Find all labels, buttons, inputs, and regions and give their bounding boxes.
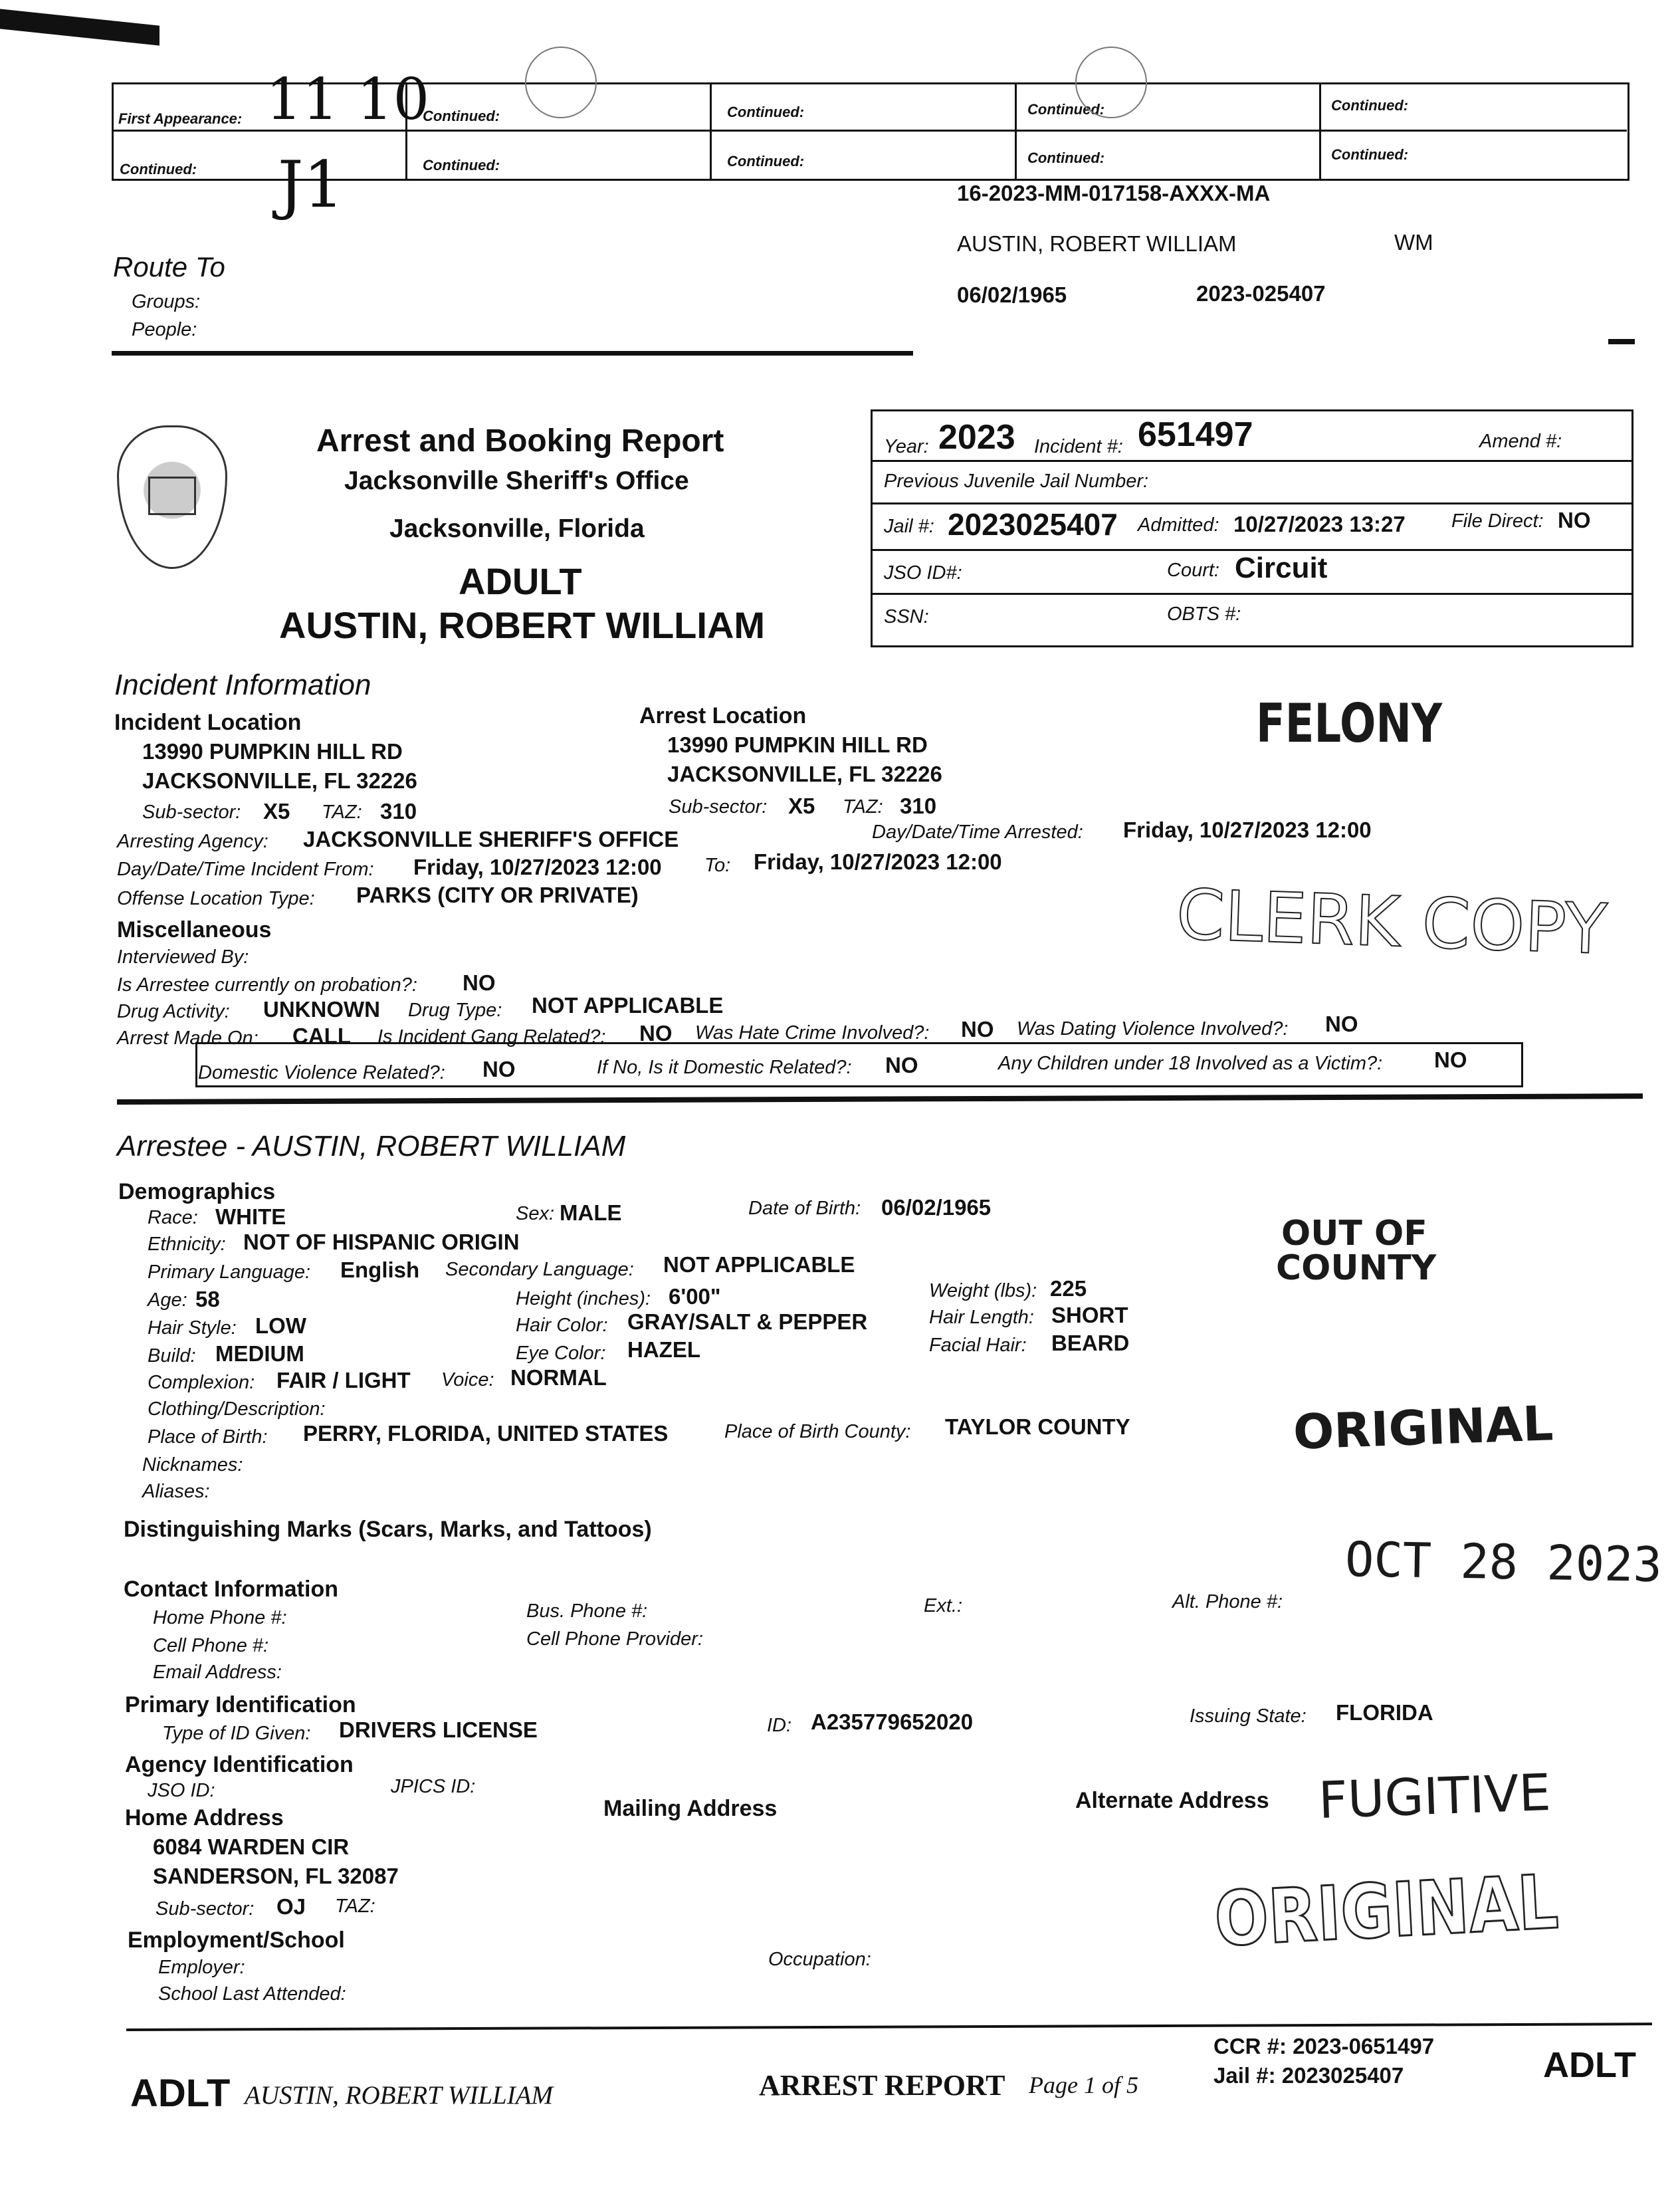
place-of-birth-county-value: TAYLOR COUNTY xyxy=(945,1414,1130,1439)
hair-color-label: Hair Color: xyxy=(516,1315,608,1336)
jail-number-value: 2023025407 xyxy=(948,507,1118,542)
file-direct-label: File Direct: xyxy=(1451,510,1544,532)
cell-phone-provider-label: Cell Phone Provider: xyxy=(526,1628,703,1650)
arrest-taz-label: TAZ: xyxy=(843,796,883,818)
weight-value: 225 xyxy=(1050,1276,1087,1301)
obts-number-label: OBTS #: xyxy=(1167,604,1241,625)
incident-taz-label: TAZ: xyxy=(322,802,362,823)
first-appearance-label: First Appearance: xyxy=(118,110,243,127)
aliases-label: Aliases: xyxy=(142,1481,210,1502)
continued-label: Continued: xyxy=(727,153,805,169)
routing-col-divider xyxy=(1015,82,1017,179)
mailing-address-label: Mailing Address xyxy=(603,1796,778,1821)
secondary-language-value: NOT APPLICABLE xyxy=(663,1252,855,1277)
hate-crime-value: NO xyxy=(961,1017,994,1042)
hair-length-value: SHORT xyxy=(1051,1303,1128,1327)
race-value: WHITE xyxy=(215,1204,286,1229)
complexion-label: Complexion: xyxy=(148,1372,255,1393)
miscellaneous-label: Miscellaneous xyxy=(117,917,272,942)
email-address-label: Email Address: xyxy=(153,1662,282,1683)
home-subsector-label: Sub-sector: xyxy=(156,1898,255,1920)
place-of-birth-county-label: Place of Birth County: xyxy=(724,1421,911,1442)
margin-mark xyxy=(1608,339,1635,344)
date-of-birth-label: Date of Birth: xyxy=(748,1198,861,1219)
height-value: 6'00" xyxy=(669,1284,721,1309)
incident-from-value: Friday, 10/27/2023 12:00 xyxy=(413,855,662,879)
cell-phone-label: Cell Phone #: xyxy=(153,1635,269,1656)
route-to-heading: Route To xyxy=(113,251,225,282)
arrest-subsector-label: Sub-sector: xyxy=(669,796,768,818)
home-address-line1: 6084 WARDEN CIR xyxy=(153,1834,350,1859)
incident-from-label: Day/Date/Time Incident From: xyxy=(117,859,374,880)
incident-taz-value: 310 xyxy=(380,799,417,824)
domestic-violence-label: Domestic Violence Related?: xyxy=(198,1062,445,1083)
secondary-language-label: Secondary Language: xyxy=(445,1259,634,1280)
arrest-subsector-value: X5 xyxy=(788,794,815,818)
year-label: Year: xyxy=(884,436,929,457)
report-title: Arrest and Booking Report xyxy=(316,423,724,459)
incident-information-heading: Incident Information xyxy=(114,669,371,701)
ssn-label: SSN: xyxy=(884,606,929,627)
punch-hole-icon xyxy=(1075,47,1147,118)
info-box-row-divider xyxy=(871,593,1631,595)
footer-adlt-right: ADLT xyxy=(1543,2045,1636,2085)
file-direct-value: NO xyxy=(1558,508,1591,532)
handwritten-notation: J1 xyxy=(278,148,344,222)
footer-arrestee-name: AUSTIN, ROBERT WILLIAM xyxy=(245,2081,554,2110)
drug-activity-label: Drug Activity: xyxy=(117,1001,230,1022)
school-last-attended-label: School Last Attended: xyxy=(158,1983,346,2005)
punch-hole-icon xyxy=(525,47,597,118)
drug-type-label: Drug Type: xyxy=(408,1000,502,1021)
id-number-value: A235779652020 xyxy=(811,1709,974,1734)
home-address-line2: SANDERSON, FL 32087 xyxy=(153,1864,399,1888)
weight-label: Weight (lbs): xyxy=(929,1280,1037,1301)
court-value: Circuit xyxy=(1235,552,1328,584)
fugitive-stamp: FUGITIVE xyxy=(1317,1762,1552,1830)
place-of-birth-label: Place of Birth: xyxy=(148,1426,268,1448)
complexion-value: FAIR / LIGHT xyxy=(276,1368,411,1392)
contact-information-label: Contact Information xyxy=(124,1577,338,1602)
incident-location-label: Incident Location xyxy=(114,710,302,735)
extension-label: Ext.: xyxy=(924,1595,963,1616)
incident-address-line2: JACKSONVILLE, FL 32226 xyxy=(142,768,417,793)
date-time-arrested-label: Day/Date/Time Arrested: xyxy=(872,822,1083,843)
domestic-related-label: If No, Is it Domestic Related?: xyxy=(597,1057,852,1078)
sheriff-badge-logo xyxy=(117,425,227,569)
previous-juvenile-jail-label: Previous Juvenile Jail Number: xyxy=(884,471,1149,492)
section-divider xyxy=(117,1093,1643,1105)
employer-label: Employer: xyxy=(158,1957,245,1978)
build-label: Build: xyxy=(148,1345,196,1367)
date-of-birth-value: 06/02/1965 xyxy=(881,1195,992,1220)
footer-jail-number: Jail #: 2023025407 xyxy=(1213,2063,1404,2088)
routing-col-divider xyxy=(710,82,712,179)
race-label: Race: xyxy=(148,1207,198,1228)
offense-location-type-label: Offense Location Type: xyxy=(117,888,315,909)
footer-divider xyxy=(126,2023,1652,2031)
hair-style-value: LOW xyxy=(255,1313,306,1338)
info-box-row-divider xyxy=(871,460,1631,462)
eye-color-label: Eye Color: xyxy=(516,1343,606,1364)
id-type-label: Type of ID Given: xyxy=(162,1723,311,1744)
distinguishing-marks-label: Distinguishing Marks (Scars, Marks, and Tattoos) xyxy=(124,1517,652,1542)
scan-corner-mark xyxy=(0,9,159,45)
alternate-phone-label: Alt. Phone #: xyxy=(1172,1591,1283,1612)
case-race-sex: WM xyxy=(1394,230,1433,255)
jso-id-label: JSO ID#: xyxy=(884,562,962,584)
handwritten-first-appearance: 11 10 xyxy=(266,66,430,133)
occupation-label: Occupation: xyxy=(768,1949,871,1970)
issuing-state-label: Issuing State: xyxy=(1190,1705,1307,1727)
case-dob: 06/02/1965 xyxy=(957,282,1067,307)
facial-hair-value: BEARD xyxy=(1051,1331,1130,1355)
case-number: 16-2023-MM-017158-AXXX-MA xyxy=(957,181,1271,205)
continued-label: Continued: xyxy=(423,108,500,124)
arresting-agency-value: JACKSONVILLE SHERIFF'S OFFICE xyxy=(303,827,679,851)
eye-color-value: HAZEL xyxy=(627,1337,700,1362)
jpics-id-label: JPICS ID: xyxy=(391,1776,476,1797)
employment-school-label: Employment/School xyxy=(128,1927,345,1953)
age-label: Age: xyxy=(148,1289,187,1311)
arrestee-heading: Arrestee - AUSTIN, ROBERT WILLIAM xyxy=(117,1130,626,1162)
footer-page-number: Page 1 of 5 xyxy=(1029,2072,1138,2098)
continued-label: Continued: xyxy=(423,157,500,173)
date-time-arrested-value: Friday, 10/27/2023 12:00 xyxy=(1123,818,1372,842)
primary-identification-label: Primary Identification xyxy=(125,1692,356,1717)
home-subsector-value: OJ xyxy=(276,1894,306,1919)
dating-violence-label: Was Dating Violence Involved?: xyxy=(1017,1018,1289,1040)
sex-value: MALE xyxy=(560,1200,622,1225)
ethnicity-label: Ethnicity: xyxy=(148,1234,226,1255)
incident-to-value: Friday, 10/27/2023 12:00 xyxy=(754,849,1002,874)
continued-label: Continued: xyxy=(120,161,197,177)
interviewed-by-label: Interviewed By: xyxy=(117,946,249,968)
county-stamp-line: COUNTY xyxy=(1276,1248,1437,1288)
admitted-label: Admitted: xyxy=(1138,514,1219,536)
sex-label: Sex: xyxy=(516,1203,555,1224)
jso-id-field-label: JSO ID: xyxy=(148,1780,215,1801)
case-name: AUSTIN, ROBERT WILLIAM xyxy=(957,231,1237,256)
hate-crime-label: Was Hate Crime Involved?: xyxy=(695,1022,930,1043)
offense-location-type-value: PARKS (CITY OR PRIVATE) xyxy=(356,883,639,907)
agency-city: Jacksonville, Florida xyxy=(389,514,645,543)
gang-related-value: NO xyxy=(639,1021,673,1045)
agency-name: Jacksonville Sheriff's Office xyxy=(344,467,689,495)
incident-to-label: To: xyxy=(704,855,731,876)
case-jail-number: 2023-025407 xyxy=(1196,281,1326,306)
received-date-stamp: OCT 28 2023 xyxy=(1344,1531,1663,1593)
continued-label: Continued: xyxy=(1331,146,1409,163)
incident-address-line1: 13990 PUMPKIN HILL RD xyxy=(142,739,403,764)
routing-divider xyxy=(112,351,913,356)
admitted-value: 10/27/2023 13:27 xyxy=(1233,512,1406,536)
groups-label: Groups: xyxy=(132,291,201,312)
felony-stamp: FELONY xyxy=(1256,693,1443,754)
hair-color-value: GRAY/SALT & PEPPER xyxy=(627,1309,868,1334)
clerk-copy-stamp: CLERK COPY xyxy=(1175,873,1609,970)
height-label: Height (inches): xyxy=(516,1288,651,1309)
people-label: People: xyxy=(132,319,197,340)
footer-ccr-number: CCR #: 2023-0651497 xyxy=(1213,2034,1435,2058)
probation-label: Is Arrestee currently on probation?: xyxy=(117,974,417,996)
domestic-violence-value: NO xyxy=(482,1057,516,1081)
gang-related-label: Is Incident Gang Related?: xyxy=(377,1026,606,1047)
arrest-location-label: Arrest Location xyxy=(639,703,807,728)
primary-language-value: English xyxy=(340,1258,420,1282)
incident-number-label: Incident #: xyxy=(1034,436,1123,457)
arrest-address-line1: 13990 PUMPKIN HILL RD xyxy=(667,732,928,757)
id-type-value: DRIVERS LICENSE xyxy=(339,1717,538,1742)
arrest-made-on-label: Arrest Made On: xyxy=(117,1028,259,1049)
amend-number-label: Amend #: xyxy=(1479,431,1562,452)
out-of-county-stamp xyxy=(1276,1214,1437,1288)
incident-number-value: 651497 xyxy=(1138,415,1253,454)
continued-label: Continued: xyxy=(1027,150,1105,166)
issuing-state-value: FLORIDA xyxy=(1336,1700,1433,1725)
arrest-address-line2: JACKSONVILLE, FL 32226 xyxy=(667,762,942,786)
children-victim-value: NO xyxy=(1434,1047,1467,1072)
business-phone-label: Bus. Phone #: xyxy=(526,1600,648,1622)
header-arrestee-name: AUSTIN, ROBERT WILLIAM xyxy=(279,604,766,646)
out-of-stamp-line: OUT OF xyxy=(1281,1214,1427,1254)
agency-identification-label: Agency Identification xyxy=(125,1752,354,1777)
jail-number-label: Jail #: xyxy=(884,516,934,537)
demographics-label: Demographics xyxy=(118,1179,276,1204)
facial-hair-label: Facial Hair: xyxy=(929,1335,1027,1356)
home-taz-label: TAZ: xyxy=(335,1896,375,1917)
dating-violence-value: NO xyxy=(1325,1012,1358,1036)
place-of-birth-value: PERRY, FLORIDA, UNITED STATES xyxy=(303,1421,669,1446)
home-address-label: Home Address xyxy=(125,1805,284,1830)
drug-activity-value: UNKNOWN xyxy=(263,997,380,1022)
original-outline-stamp: ORIGINAL xyxy=(1212,1859,1560,1963)
arrest-taz-value: 310 xyxy=(900,794,937,818)
arrest-made-on-value: CALL xyxy=(292,1024,351,1048)
arresting-agency-label: Arresting Agency: xyxy=(117,831,268,852)
age-value: 58 xyxy=(195,1287,220,1311)
clothing-description-label: Clothing/Description: xyxy=(148,1398,326,1420)
info-box-row-divider xyxy=(871,502,1631,504)
home-phone-label: Home Phone #: xyxy=(153,1607,287,1628)
id-number-label: ID: xyxy=(767,1715,792,1736)
probation-value: NO xyxy=(463,970,496,995)
continued-label: Continued: xyxy=(1027,101,1105,118)
children-victim-label: Any Children under 18 Involved as a Victim?: xyxy=(998,1053,1383,1074)
hair-style-label: Hair Style: xyxy=(148,1317,237,1339)
alternate-address-label: Alternate Address xyxy=(1075,1788,1269,1813)
hair-length-label: Hair Length: xyxy=(929,1307,1034,1328)
adult-label: ADULT xyxy=(459,560,582,602)
drug-type-value: NOT APPLICABLE xyxy=(532,993,724,1018)
nicknames-label: Nicknames: xyxy=(142,1454,243,1476)
info-box-row-divider xyxy=(871,549,1631,551)
voice-value: NORMAL xyxy=(510,1365,607,1390)
footer-report-title: ARREST REPORT xyxy=(759,2069,1005,2102)
continued-label: Continued: xyxy=(727,104,805,120)
incident-subsector-label: Sub-sector: xyxy=(142,802,241,823)
original-stamp: ORIGINAL xyxy=(1292,1395,1554,1460)
footer-adlt-left: ADLT xyxy=(130,2072,231,2115)
ethnicity-value: NOT OF HISPANIC ORIGIN xyxy=(243,1230,520,1254)
domestic-related-value: NO xyxy=(885,1053,918,1077)
primary-language-label: Primary Language: xyxy=(148,1262,311,1283)
build-value: MEDIUM xyxy=(215,1341,304,1366)
continued-label: Continued: xyxy=(1331,97,1409,114)
voice-label: Voice: xyxy=(441,1369,494,1390)
year-value: 2023 xyxy=(938,418,1015,457)
routing-col-divider xyxy=(1319,82,1321,179)
incident-subsector-value: X5 xyxy=(263,799,290,824)
court-label: Court: xyxy=(1167,560,1219,581)
